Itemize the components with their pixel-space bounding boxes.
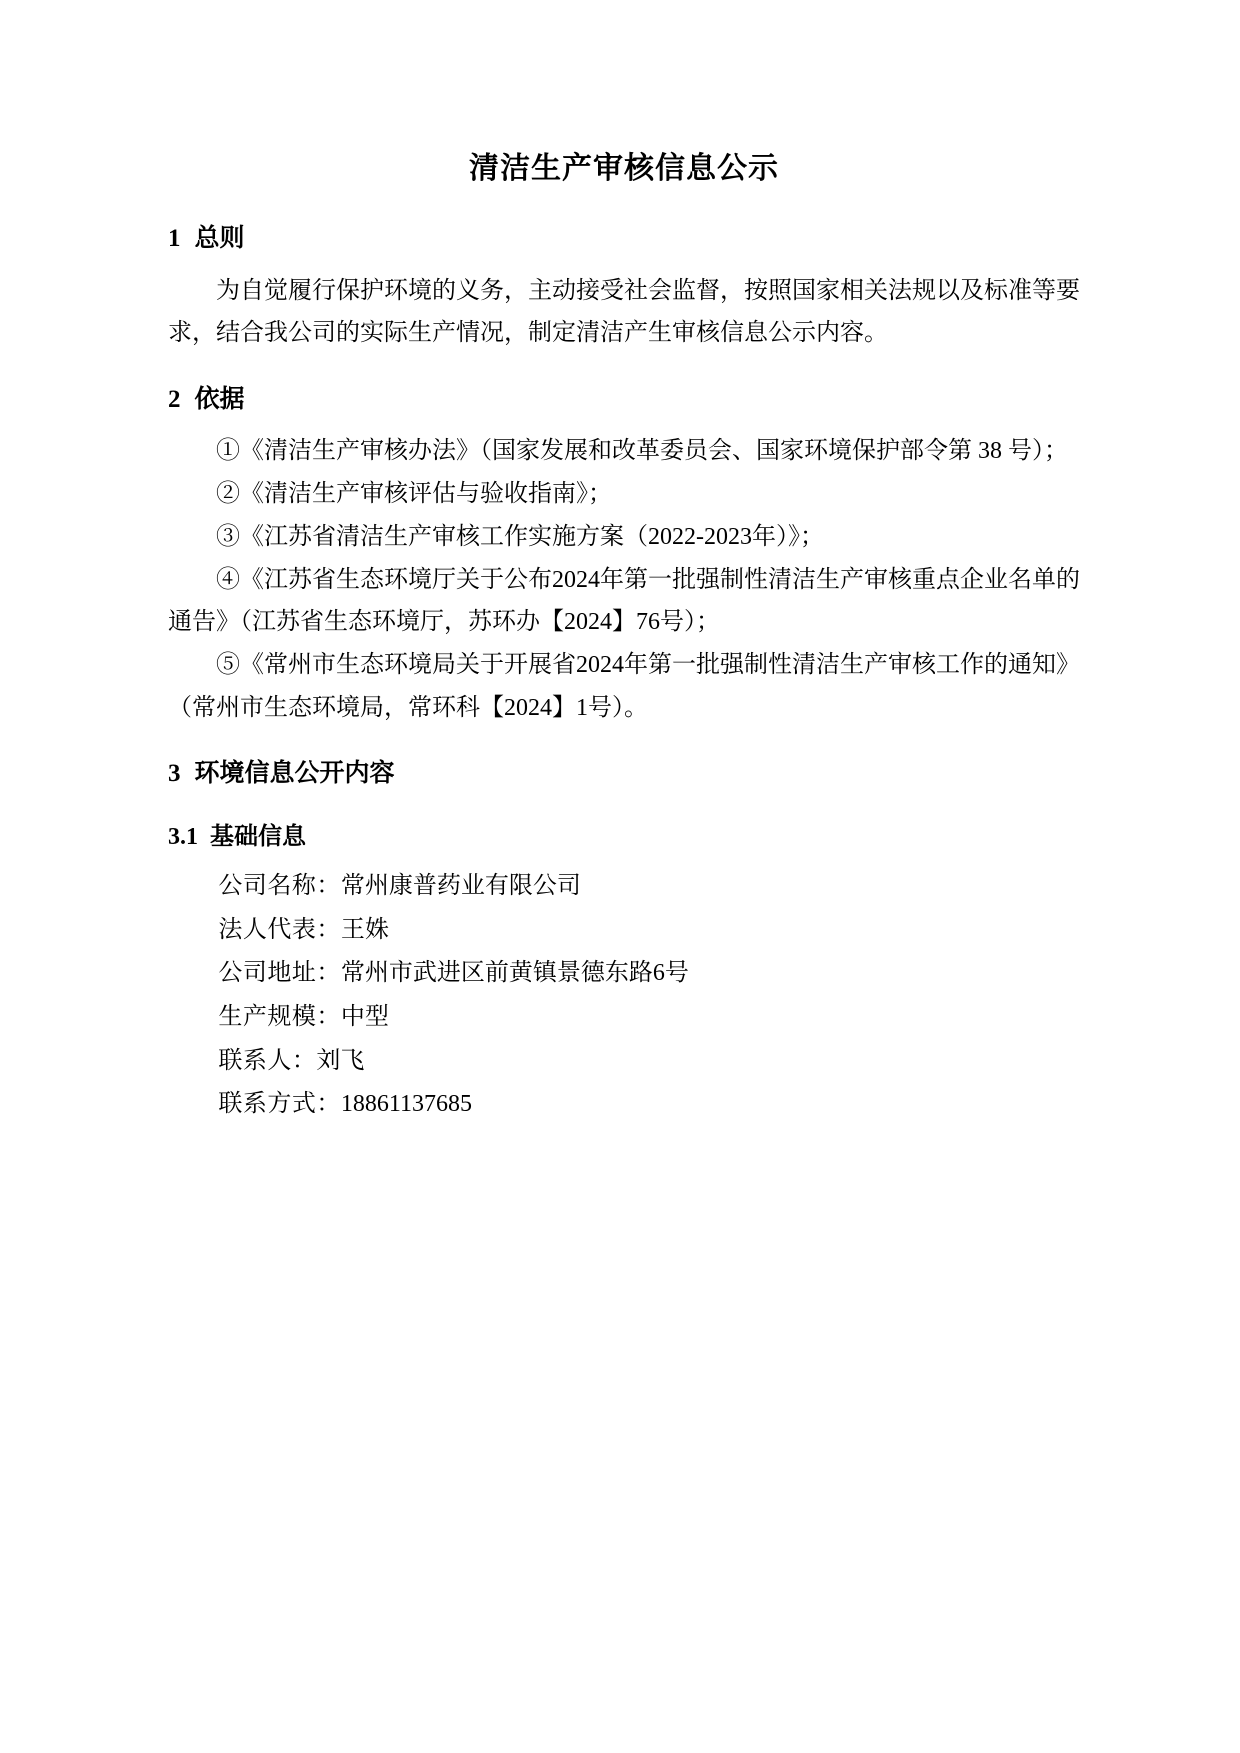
info-value: 中型 bbox=[340, 1003, 389, 1030]
info-label: 法人代表： bbox=[218, 916, 341, 943]
section-number-3-1: 3.1 bbox=[168, 823, 198, 850]
info-label: 联系方式： bbox=[218, 1091, 341, 1118]
section-number-1: 1 bbox=[168, 225, 181, 252]
info-legal-representative bbox=[168, 909, 1080, 953]
info-value: 王姝 bbox=[340, 916, 389, 943]
reference-item: ②《清洁生产审核评估与验收指南》； bbox=[216, 481, 612, 508]
info-label: 公司地址： bbox=[218, 960, 341, 987]
section-title-3-1: 基础信息 bbox=[210, 823, 306, 850]
info-company-name bbox=[168, 865, 1080, 909]
section-title-1: 总则 bbox=[194, 225, 245, 252]
reference-item: ⑤《常州市生态环境局关于开展省2024年第一批强制性清洁生产审核工作的通知》（常州市生态环境局，常环科【2024】1号）。 bbox=[168, 652, 1080, 721]
section-title-3: 环境信息公开内容 bbox=[194, 760, 395, 788]
reference-item: ④《江苏省生态环境厅关于公布2024年第一批强制性清洁生产审核重点企业名单的通告》（江苏省生态环境厅，苏环办【2024】76号）； bbox=[168, 566, 1080, 636]
reference-item: ③《江苏省清洁生产审核工作实施方案（2022-2023年）》； bbox=[216, 523, 824, 550]
section-heading-2 bbox=[168, 381, 1080, 419]
info-company-address bbox=[168, 952, 1080, 996]
info-value: 刘飞 bbox=[316, 1047, 365, 1074]
info-value: 常州市武进区前黄镇景德东路6号 bbox=[340, 960, 689, 987]
info-label: 联系人： bbox=[218, 1047, 317, 1074]
section-heading-3 bbox=[168, 755, 1080, 793]
info-label: 公司名称： bbox=[218, 872, 341, 899]
section-heading-1 bbox=[168, 220, 1080, 258]
page-title: 清洁生产审核信息公示 bbox=[469, 152, 779, 185]
info-production-scale bbox=[168, 996, 1080, 1040]
section-number-2: 2 bbox=[168, 385, 181, 413]
reference-item: ①《清洁生产审核办法》（国家发展和改革委员会、国家环境保护部令第 38 号）； bbox=[216, 438, 1068, 465]
section-number-3: 3 bbox=[168, 760, 181, 788]
section-title-2: 依据 bbox=[194, 385, 245, 413]
info-label: 生产规模： bbox=[218, 1003, 341, 1030]
section-1-paragraph: 为自觉履行保护环境的义务，主动接受社会监督，按照国家相关法规以及标准等要求，结合我公司的实际生产情况，制定清洁产生审核信息公示内容。 bbox=[168, 277, 1080, 347]
info-contact-person bbox=[168, 1040, 1080, 1084]
info-value: 常州康普药业有限公司 bbox=[340, 872, 581, 899]
info-value: 18861137685 bbox=[340, 1091, 472, 1118]
info-contact-phone bbox=[168, 1083, 1080, 1127]
section-heading-3-1 bbox=[168, 819, 1080, 855]
